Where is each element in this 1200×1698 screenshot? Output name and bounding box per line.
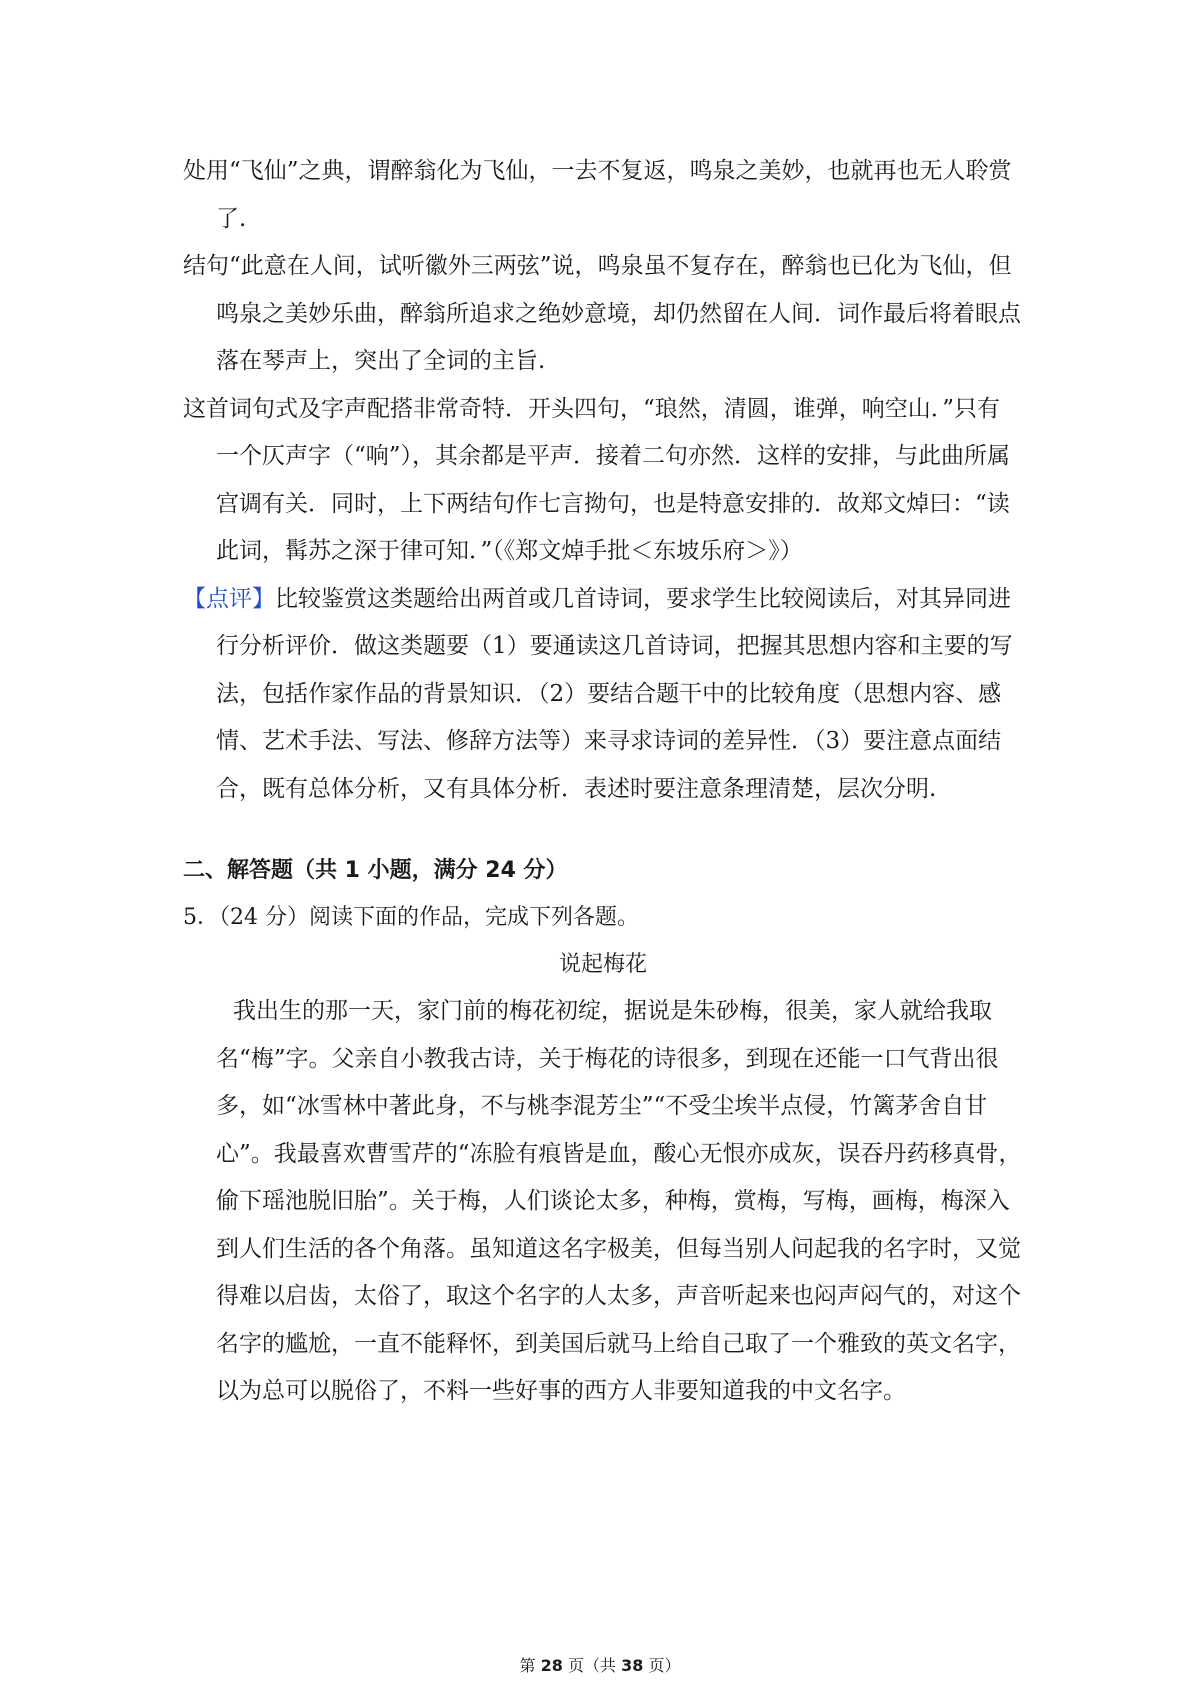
footer-middle: 页（共 [567,1656,616,1675]
essay-title: 说起梅花 [558,952,647,977]
comment-tag: 【点评】 [183,585,275,612]
footer-total-pages: 38 [621,1656,644,1675]
paragraph-closing-line: 结句“此意在人间，试听徽外三两弦”说，鸣泉虽不复存在，醉翁也已化为飞仙，但鸣泉之美妙乐曲，醉翁所追求之绝妙意境，却仍然留在人间．词作最后将着眼点落在琴声上，突出了全词的主旨. [183,253,1021,374]
section-heading: 二、解答题（共 1 小题，满分 24 分） [183,858,568,883]
comment-text: 比较鉴赏这类题给出两首或几首诗词，要求学生比较阅读后，对其异同进行分析评价．做这类题要（1）要通读这几首诗词，把握其思想内容和主要的写法，包括作家作品的背景知识．（2）要结合题干中的比较角度（思想内容、感情、艺术手法、写法、修辞方法等）来寻求诗词的差异性．（3）要注意点面结合，既有总体分析，又有具体分析．表述时要注意条理清楚，层次分明. [216,585,1013,802]
footer-suffix: 页） [648,1656,681,1675]
question-5: 5．（24 分）阅读下面的作品，完成下列各题。 [183,905,639,930]
essay-body: 我出生的那一天，家门前的梅花初绽，据说是朱砂梅，很美，家人就给我取名“梅”字。父亲自小教我古诗，关于梅花的诗很多，到现在还能一口气背出很多，如“冰雪林中著此身，不与桃李混芳尘”“不受尘埃半点侵，竹篱茅舍自甘心”。我最喜欢曹雪芹的“冻脸有痕皆是血，酸心无恨亦成灰，误吞丹药移真骨，偷下瑶池脱旧胎”。关于梅，人们谈论太多，种梅，赏梅，写梅，画梅，梅深入到人们生活的各个角落。虽知道这名字极美，但每当别人问起我的名字时，又觉得难以启齿，太俗了，取这个名字的人太多，声音听起来也闷声闷气的，对这个名字的尴尬，一直不能释怀，到美国后就马上给自己取了一个雅致的英文名字，以为总可以脱俗了，不料一些好事的西方人非要知道我的中文名字。 [216,998,1022,1404]
footer-page-number: 28 [540,1656,563,1675]
footer-prefix: 第 [519,1656,536,1675]
comment-paragraph [183,576,1023,814]
page-content [183,148,1023,1416]
paragraph-feixian: 处用“飞仙”之典，谓醉翁化为飞仙，一去不复返，鸣泉之美妙，也就再也无人聆赏了. [183,158,1012,232]
page-footer [0,1656,1200,1676]
paragraph-meter: 这首词句式及字声配搭非常奇特．开头四句，“琅然，清圆，谁弹，响空山．”只有一个仄声字（“响”），其余都是平声．接着二句亦然．这样的安排，与此曲所属宫调有关．同时，上下两结句作七言拗句，也是特意安排的．故郑文焯曰：“读此词，髯苏之深于律可知．”（《郑文焯手批＜东坡乐府＞》） [183,395,1011,564]
